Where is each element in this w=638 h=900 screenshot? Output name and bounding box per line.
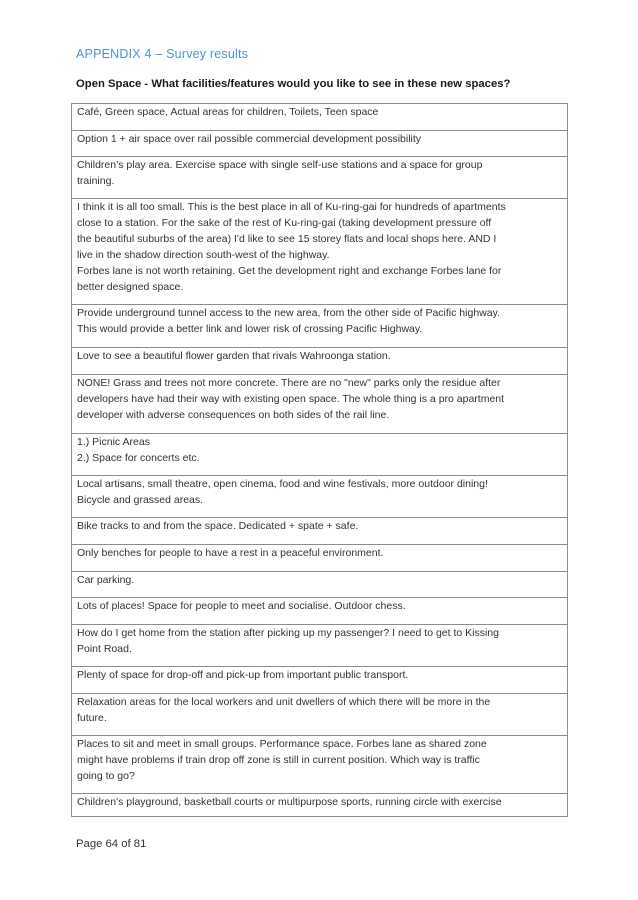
response-text: Places to sit and meet in small groups. Performance space. Forbes lane as shared zone might have problems if train drop off zone is still in current position. Which way is traffic going to go?: [77, 738, 487, 782]
response-text: Café, Green space, Actual areas for children, Toilets, Teen space: [77, 106, 379, 118]
page-number: Page 64 of 81: [76, 838, 147, 850]
response-row: [71, 348, 568, 375]
survey-question: Open Space - What facilities/features would you like to see in these new spaces?: [76, 78, 511, 90]
response-text: Only benches for people to have a rest in a peaceful environment.: [77, 547, 384, 559]
response-text: Car parking.: [77, 574, 135, 586]
response-row: [71, 104, 568, 131]
response-row: [71, 667, 568, 694]
response-row: [71, 545, 568, 572]
response-text: Plenty of space for drop-off and pick-up from important public transport.: [77, 669, 409, 681]
response-row: [71, 518, 568, 545]
response-row: [71, 305, 568, 348]
response-text: How do I get home from the station after picking up my passenger? I need to get to Kissing Point Road.: [77, 627, 499, 655]
response-row: [71, 625, 568, 667]
appendix-heading: APPENDIX 4 – Survey results: [76, 47, 249, 61]
responses-table: [71, 103, 568, 817]
response-text: Bike tracks to and from the space. Dedicated + spate + safe.: [77, 520, 359, 532]
response-text: Option 1 + air space over rail possible commercial development possibility: [77, 133, 422, 145]
response-row: [71, 598, 568, 625]
response-row: [71, 736, 568, 794]
response-text: Lots of places! Space for people to meet and socialise. Outdoor chess.: [77, 600, 406, 612]
response-row: [71, 476, 568, 518]
response-row: [71, 157, 568, 199]
response-text: Provide underground tunnel access to the new area, from the other side of Pacific highway. This would provide a better link and lower risk of crossing Pacific Highway.: [77, 307, 500, 335]
response-text: I think it is all too small. This is the best place in all of Ku-ring-gai for hundreds of apartments close to a station. For the sake of the rest of Ku-ring-gai (taking development pressure off the beautiful suburbs of the area) I'd like to see 15 storey flats and local shops here. AND I live in the shadow direction south-west of the highway. Forbes lane is not worth retaining. Get the development right and exchange Forbes lane for better designed space.: [77, 201, 506, 293]
response-row: [71, 434, 568, 476]
response-row: [71, 199, 568, 305]
response-text: Relaxation areas for the local workers and unit dwellers of which there will be more in the future.: [77, 696, 491, 724]
response-row: [71, 572, 568, 598]
response-row: [71, 131, 568, 157]
response-text: Local artisans, small theatre, open cinema, food and wine festivals, more outdoor dining! Bicycle and grassed areas.: [77, 478, 488, 506]
response-text: Love to see a beautiful flower garden that rivals Wahroonga station.: [77, 350, 391, 362]
response-text: Children’s play area. Exercise space with single self-use stations and a space for group training.: [77, 159, 483, 187]
response-text: 1.) Picnic Areas 2.) Space for concerts etc.: [77, 436, 200, 464]
response-row: [71, 694, 568, 736]
response-row: [71, 375, 568, 434]
response-text: NONE! Grass and trees not more concrete. There are no "new" parks only the residue after developers have had their way with existing open space. The whole thing is a pro apartment developer with adverse consequences on both sides of the rail line.: [77, 377, 505, 421]
response-text: Children's playground, basketball courts or multipurpose sports, running circle with exercise: [77, 796, 502, 808]
response-row: [71, 794, 568, 817]
